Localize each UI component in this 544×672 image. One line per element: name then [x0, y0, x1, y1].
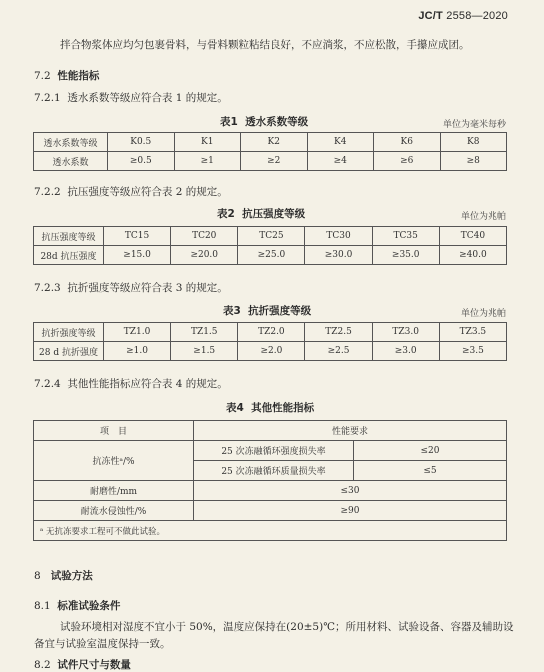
column-header: 性能要求 [194, 421, 507, 441]
table-footnote: ᵃ 无抗冻要求工程可不做此试验。 [34, 521, 507, 541]
table-cell: ≥25.0 [238, 246, 305, 265]
section-number: 8.1 [34, 600, 51, 612]
standard-code-header [418, 10, 508, 22]
row-label: 28d 抗压强度 [34, 246, 104, 265]
section-7-2-heading [34, 68, 99, 83]
row-label: 透水系数等级 [34, 133, 108, 152]
table-note-row [34, 521, 507, 541]
table-cell: K8 [440, 133, 507, 152]
clause-7-2-4 [34, 376, 228, 391]
table-cell: K1 [174, 133, 241, 152]
table-cell: TC15 [104, 227, 171, 246]
row-label: 耐磨性/mm [34, 481, 194, 501]
table-cell: ≥3.0 [372, 342, 439, 361]
section-8-2-heading [34, 657, 131, 672]
table-cell: TZ3.5 [439, 323, 506, 342]
table-number: 表3 [223, 305, 241, 317]
table-row [34, 441, 507, 461]
table-cell: TZ1.0 [104, 323, 171, 342]
table-3-unit: 单位为兆帕 [460, 309, 506, 319]
table-2 [33, 226, 507, 265]
clause-number: 7.2.1 [34, 92, 61, 104]
table-row [34, 323, 507, 342]
table-4-caption [226, 400, 314, 415]
clause-number: 7.2.4 [34, 378, 61, 390]
standard-code: JC/T [418, 10, 443, 22]
section-title: 标准试验条件 [57, 600, 121, 612]
table-cell: K2 [241, 133, 308, 152]
paragraph-8-1-line: 备宜与试验室温度保持一致。 [34, 638, 171, 650]
table-cell: ≥1 [174, 152, 241, 171]
table-cell: 25 次冻融循环强度损失率 [194, 441, 354, 461]
row-label: 抗压强度等级 [34, 227, 104, 246]
table-cell: ≥20.0 [171, 246, 238, 265]
table-4 [33, 420, 507, 541]
clause-number: 7.2.2 [34, 186, 61, 198]
table-cell: ≥40.0 [439, 246, 506, 265]
table-cell: ≥0.5 [108, 152, 175, 171]
table-cell: K4 [307, 133, 374, 152]
clause-7-2-1 [34, 90, 228, 105]
clause-text: 其他性能指标应符合表 4 的规定。 [67, 378, 228, 390]
intro-paragraph: 拌合物浆体应均匀包裹骨料，与骨料颗粒粘结良好，不应淌浆，不应松散，手攥应成团。 [60, 39, 470, 51]
table-3 [33, 322, 507, 361]
section-number: 7.2 [34, 70, 51, 82]
clause-7-2-2 [34, 184, 228, 199]
table-cell: TZ1.5 [171, 323, 238, 342]
section-number: 8 [34, 570, 41, 582]
table-cell: TC40 [439, 227, 506, 246]
table-1 [33, 132, 507, 171]
table-row [34, 481, 507, 501]
section-8-heading [34, 568, 93, 583]
section-8-1-heading [34, 598, 120, 613]
table-cell: TC35 [372, 227, 439, 246]
clause-text: 透水系数等级应符合表 1 的规定。 [67, 92, 228, 104]
table-cell: ≤20 [354, 441, 507, 461]
table-cell: TC20 [171, 227, 238, 246]
table-row [34, 227, 507, 246]
table-cell: ≥4 [307, 152, 374, 171]
table-cell: ≤30 [194, 481, 507, 501]
table-cell: ≥1.5 [171, 342, 238, 361]
table-cell: ≤5 [354, 461, 507, 481]
table-row [34, 152, 507, 171]
table-cell: TZ3.0 [372, 323, 439, 342]
paragraph-8-1-line: 试验环境相对湿度不宜小于 50%，温度应保持在(20±5)℃；所用材料、试验设备、容器及辅助设 [60, 621, 514, 633]
table-2-unit: 单位为兆帕 [460, 212, 506, 222]
column-header: 项 目 [34, 421, 194, 441]
table-cell: 25 次冻融循环质量损失率 [194, 461, 354, 481]
table-cell: ≥3.5 [439, 342, 506, 361]
table-cell: ≥8 [440, 152, 507, 171]
table-cell: ≥35.0 [372, 246, 439, 265]
row-label: 抗冻性ᵃ/% [34, 441, 194, 481]
table-cell: TZ2.5 [305, 323, 372, 342]
clause-text: 抗压强度等级应符合表 2 的规定。 [67, 186, 228, 198]
section-title: 试件尺寸与数量 [57, 659, 131, 671]
clause-7-2-3 [34, 280, 228, 295]
section-number: 8.2 [34, 659, 51, 671]
row-label: 耐流水侵蚀性/% [34, 501, 194, 521]
table-1-caption [220, 114, 308, 129]
clause-text: 抗折强度等级应符合表 3 的规定。 [67, 282, 228, 294]
table-row [34, 501, 507, 521]
table-cell: ≥6 [374, 152, 441, 171]
table-row [34, 246, 507, 265]
standard-number: 2558—2020 [446, 10, 508, 22]
table-cell: ≥2.5 [305, 342, 372, 361]
table-row [34, 342, 507, 361]
table-cell: TC25 [238, 227, 305, 246]
table-1-unit: 单位为毫米每秒 [442, 120, 506, 130]
table-number: 表2 [217, 208, 235, 220]
table-cell: K6 [374, 133, 441, 152]
row-label: 抗折强度等级 [34, 323, 104, 342]
table-cell: ≥1.0 [104, 342, 171, 361]
table-row [34, 133, 507, 152]
clause-number: 7.2.3 [34, 282, 61, 294]
table-cell: ≥2 [241, 152, 308, 171]
table-cell: K0.5 [108, 133, 175, 152]
table-cell: TC30 [305, 227, 372, 246]
table-title: 抗压强度等级 [242, 208, 306, 220]
table-number: 表1 [220, 116, 238, 128]
section-title: 性能指标 [57, 70, 100, 82]
table-cell: TZ2.0 [238, 323, 305, 342]
section-title: 试验方法 [50, 570, 93, 582]
table-cell: ≥2.0 [238, 342, 305, 361]
table-cell: ≥90 [194, 501, 507, 521]
table-cell: ≥30.0 [305, 246, 372, 265]
table-3-caption [223, 303, 311, 318]
table-2-caption [217, 206, 305, 221]
table-title: 抗折强度等级 [248, 305, 312, 317]
table-header-row [34, 421, 507, 441]
table-title: 其他性能指标 [251, 402, 315, 414]
table-number: 表4 [226, 402, 244, 414]
table-title: 透水系数等级 [245, 116, 309, 128]
table-cell: ≥15.0 [104, 246, 171, 265]
row-label: 28 d 抗折强度 [34, 342, 104, 361]
row-label: 透水系数 [34, 152, 108, 171]
